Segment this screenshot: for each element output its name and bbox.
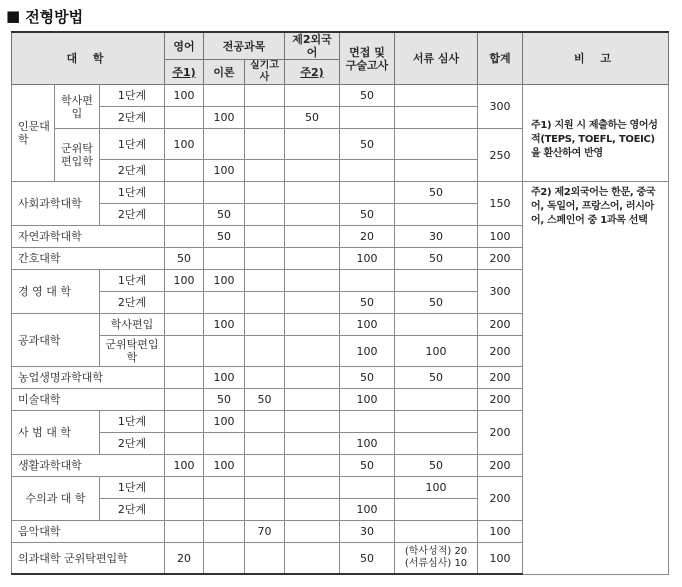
stage-label: 1단계 xyxy=(100,129,165,160)
cell-interview: 100 xyxy=(340,336,395,367)
cell-documents: 50 xyxy=(395,292,478,314)
cell-practical xyxy=(245,129,285,160)
cell-interview: 50 xyxy=(340,85,395,107)
college-engineering: 공과대학 xyxy=(12,314,100,367)
cell-practical xyxy=(245,160,285,182)
cell-documents: 100 xyxy=(395,336,478,367)
cell-total: 200 xyxy=(478,314,523,336)
cell-practical xyxy=(245,336,285,367)
cell-total: 300 xyxy=(478,85,523,129)
cell-theory: 100 xyxy=(204,411,245,433)
cell-practical xyxy=(245,455,285,477)
cell-documents: 50 xyxy=(395,182,478,204)
cell-documents xyxy=(395,204,478,226)
cell-practical xyxy=(245,226,285,248)
cell-theory xyxy=(204,292,245,314)
engineering-transfer: 학사편입 xyxy=(100,314,165,336)
header-practical: 실기고사 xyxy=(245,60,285,85)
heading-title: 전형방법 xyxy=(25,7,84,26)
humanities-military: 군위탁편입학 xyxy=(55,129,100,182)
college-arts: 미술대학 xyxy=(12,389,165,411)
cell-practical xyxy=(245,248,285,270)
cell-foreign xyxy=(285,129,340,160)
cell-foreign xyxy=(285,314,340,336)
cell-documents xyxy=(395,521,478,543)
header-university: 대 학 xyxy=(12,32,165,85)
cell-foreign xyxy=(285,182,340,204)
cell-english xyxy=(165,314,204,336)
cell-total: 200 xyxy=(478,477,523,521)
cell-practical xyxy=(245,411,285,433)
cell-documents xyxy=(395,107,478,129)
admission-method-table xyxy=(11,31,669,575)
cell-total: 100 xyxy=(478,543,523,575)
cell-practical xyxy=(245,314,285,336)
cell-theory: 100 xyxy=(204,160,245,182)
engineering-military: 군위탁편입학 xyxy=(100,336,165,367)
section-heading xyxy=(6,5,83,27)
cell-theory: 50 xyxy=(204,389,245,411)
college-human-ecology: 생활과학대학 xyxy=(12,455,165,477)
cell-english xyxy=(165,367,204,389)
cell-foreign xyxy=(285,292,340,314)
cell-interview: 100 xyxy=(340,314,395,336)
cell-interview: 100 xyxy=(340,499,395,521)
cell-interview xyxy=(340,160,395,182)
college-agriculture: 농업생명과학대학 xyxy=(12,367,165,389)
stage-label: 2단계 xyxy=(100,107,165,129)
cell-documents: 30 xyxy=(395,226,478,248)
cell-theory xyxy=(204,477,245,499)
header-theory: 이론 xyxy=(204,60,245,85)
cell-interview xyxy=(340,477,395,499)
stage-label: 2단계 xyxy=(100,433,165,455)
cell-interview: 50 xyxy=(340,204,395,226)
cell-interview: 50 xyxy=(340,455,395,477)
cell-theory xyxy=(204,182,245,204)
cell-interview: 50 xyxy=(340,129,395,160)
cell-foreign xyxy=(285,521,340,543)
cell-english xyxy=(165,499,204,521)
cell-practical: 70 xyxy=(245,521,285,543)
cell-total: 200 xyxy=(478,411,523,455)
cell-theory: 100 xyxy=(204,314,245,336)
cell-practical xyxy=(245,107,285,129)
cell-documents xyxy=(395,314,478,336)
cell-theory xyxy=(204,499,245,521)
cell-foreign xyxy=(285,367,340,389)
cell-documents: 100 xyxy=(395,477,478,499)
cell-documents xyxy=(395,85,478,107)
cell-interview xyxy=(340,411,395,433)
cell-english xyxy=(165,521,204,543)
stage-label: 2단계 xyxy=(100,204,165,226)
cell-theory xyxy=(204,85,245,107)
cell-practical xyxy=(245,477,285,499)
cell-interview xyxy=(340,182,395,204)
stage-label: 1단계 xyxy=(100,270,165,292)
cell-foreign xyxy=(285,336,340,367)
cell-foreign xyxy=(285,455,340,477)
cell-english xyxy=(165,477,204,499)
cell-documents: 50 xyxy=(395,248,478,270)
cell-theory xyxy=(204,129,245,160)
cell-english xyxy=(165,433,204,455)
cell-documents xyxy=(395,270,478,292)
cell-theory xyxy=(204,543,245,575)
cell-documents: 50 xyxy=(395,455,478,477)
header-total: 합계 xyxy=(478,32,523,85)
cell-interview: 20 xyxy=(340,226,395,248)
cell-interview: 100 xyxy=(340,389,395,411)
stage-label: 1단계 xyxy=(100,182,165,204)
cell-english xyxy=(165,336,204,367)
stage-label: 1단계 xyxy=(100,85,165,107)
college-social-sciences: 사회과학대학 xyxy=(12,182,100,226)
college-medicine: 의과대학 군위탁편입학 xyxy=(12,543,165,575)
cell-foreign xyxy=(285,411,340,433)
cell-total: 150 xyxy=(478,182,523,226)
header-interview: 면접 및 구술고사 xyxy=(340,32,395,85)
cell-practical xyxy=(245,204,285,226)
cell-interview xyxy=(340,270,395,292)
remark-note-1: 주1) 지원 시 제출하는 영어성적(TEPS, TOEFL, TOEIC)을 환산하여 반영 xyxy=(523,85,669,182)
cell-interview: 100 xyxy=(340,248,395,270)
cell-theory xyxy=(204,433,245,455)
cell-foreign xyxy=(285,85,340,107)
cell-english: 50 xyxy=(165,248,204,270)
cell-theory: 100 xyxy=(204,367,245,389)
stage-label: 1단계 xyxy=(100,477,165,499)
cell-english: 100 xyxy=(165,129,204,160)
header-english-note: 주1) xyxy=(165,60,204,85)
cell-documents xyxy=(395,499,478,521)
header-foreign: 제2외국어 xyxy=(285,32,340,60)
cell-practical xyxy=(245,543,285,575)
cell-theory: 100 xyxy=(204,455,245,477)
cell-total: 100 xyxy=(478,521,523,543)
header-remarks: 비 고 xyxy=(523,32,669,85)
cell-foreign xyxy=(285,389,340,411)
cell-english: 100 xyxy=(165,85,204,107)
header-foreign-note: 주2) xyxy=(285,60,340,85)
cell-total: 200 xyxy=(478,367,523,389)
cell-english xyxy=(165,204,204,226)
cell-foreign xyxy=(285,543,340,575)
cell-foreign xyxy=(285,270,340,292)
cell-total: 300 xyxy=(478,270,523,314)
cell-interview: 100 xyxy=(340,433,395,455)
college-business: 경 영 대 학 xyxy=(12,270,100,314)
cell-interview: 50 xyxy=(340,367,395,389)
cell-theory: 50 xyxy=(204,226,245,248)
college-education: 사 범 대 학 xyxy=(12,411,100,455)
cell-theory xyxy=(204,521,245,543)
cell-practical xyxy=(245,85,285,107)
cell-documents xyxy=(395,543,478,575)
cell-documents: 50 xyxy=(395,367,478,389)
cell-interview: 30 xyxy=(340,521,395,543)
stage-label: 2단계 xyxy=(100,292,165,314)
documents-line-1: (학사성적) 20 xyxy=(404,546,468,557)
cell-total: 250 xyxy=(478,129,523,182)
college-humanities: 인문대학 xyxy=(12,85,55,182)
cell-foreign xyxy=(285,160,340,182)
cell-english: 100 xyxy=(165,270,204,292)
header-major: 전공과목 xyxy=(204,32,285,60)
cell-total: 200 xyxy=(478,455,523,477)
cell-documents xyxy=(395,160,478,182)
cell-foreign xyxy=(285,226,340,248)
cell-practical xyxy=(245,367,285,389)
cell-foreign xyxy=(285,499,340,521)
college-music: 음악대학 xyxy=(12,521,165,543)
cell-total: 200 xyxy=(478,248,523,270)
cell-practical xyxy=(245,499,285,521)
stage-label: 1단계 xyxy=(100,411,165,433)
cell-foreign xyxy=(285,248,340,270)
college-natural-sciences: 자연과학대학 xyxy=(12,226,165,248)
cell-theory: 100 xyxy=(204,107,245,129)
cell-theory xyxy=(204,336,245,367)
cell-practical xyxy=(245,433,285,455)
cell-english: 20 xyxy=(165,543,204,575)
college-veterinary: 수의과 대 학 xyxy=(12,477,100,521)
cell-interview xyxy=(340,107,395,129)
cell-english xyxy=(165,411,204,433)
cell-theory: 50 xyxy=(204,204,245,226)
cell-foreign: 50 xyxy=(285,107,340,129)
cell-english xyxy=(165,107,204,129)
humanities-transfer: 학사편입 xyxy=(55,85,100,129)
header-english: 영어 xyxy=(165,32,204,60)
cell-english: 100 xyxy=(165,455,204,477)
cell-theory: 100 xyxy=(204,270,245,292)
cell-english xyxy=(165,292,204,314)
stage-label: 2단계 xyxy=(100,499,165,521)
heading-square-icon: ■ xyxy=(6,7,21,25)
cell-documents xyxy=(395,411,478,433)
cell-practical: 50 xyxy=(245,389,285,411)
cell-foreign xyxy=(285,433,340,455)
cell-foreign xyxy=(285,477,340,499)
cell-documents xyxy=(395,433,478,455)
cell-documents xyxy=(395,389,478,411)
cell-english xyxy=(165,389,204,411)
cell-practical xyxy=(245,270,285,292)
cell-total: 200 xyxy=(478,389,523,411)
cell-documents xyxy=(395,129,478,160)
cell-theory xyxy=(204,248,245,270)
cell-english xyxy=(165,182,204,204)
college-nursing: 간호대학 xyxy=(12,248,165,270)
cell-foreign xyxy=(285,204,340,226)
cell-practical xyxy=(245,292,285,314)
cell-interview: 50 xyxy=(340,292,395,314)
cell-practical xyxy=(245,182,285,204)
stage-label: 2단계 xyxy=(100,160,165,182)
cell-interview: 50 xyxy=(340,543,395,575)
remark-note-2: 주2) 제2외국어는 한문, 중국어, 독일어, 프랑스어, 러시아어, 스페인어 중 1과목 선택 xyxy=(523,182,669,575)
cell-total: 100 xyxy=(478,226,523,248)
cell-english xyxy=(165,226,204,248)
cell-english xyxy=(165,160,204,182)
cell-total: 200 xyxy=(478,336,523,367)
header-documents: 서류 심사 xyxy=(395,32,478,85)
documents-line-2: (서류심사) 10 xyxy=(404,558,468,569)
